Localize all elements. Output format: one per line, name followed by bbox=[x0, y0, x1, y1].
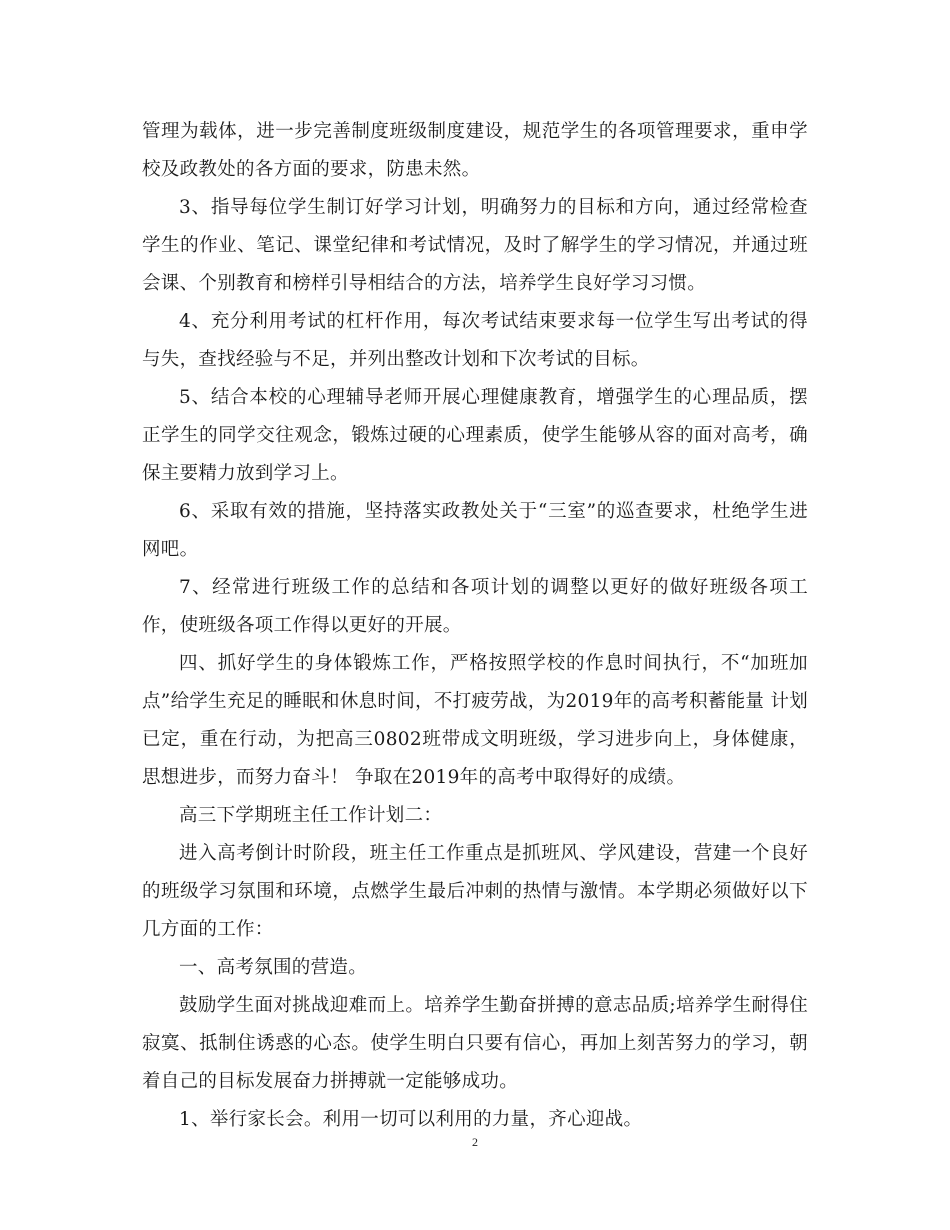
paragraph: 5、结合本校的心理辅导老师开展心理健康教育，增强学生的心理品质，摆正学生的同学交往观念，锻炼过硬的心理素质，使学生能够从容的面对高考，确保主要精力放到学习上。 bbox=[142, 387, 808, 484]
paragraph: 鼓励学生面对挑战迎难而上。培养学生勤奋拼搏的意志品质;培养学生耐得住寂寞、抵制住诱惑的心态。使学生明白只要有信心，再加上刻苦努力的学习，朝着自己的目标发展奋力拼搏就一定能够成功。 bbox=[142, 995, 808, 1092]
paragraph: 4、充分利用考试的杠杆作用，每次考试结束要求每一位学生写出考试的得与失，查找经验与不足，并列出整改计划和下次考试的目标。 bbox=[142, 311, 808, 370]
document-body bbox=[142, 113, 808, 1139]
paragraph: 进入高考倒计时阶段，班主任工作重点是抓班风、学风建设，营建一个良好的班级学习氛围和环境，点燃学生最后冲刺的热情与激情。本学期必须做好以下几方面的工作： bbox=[142, 843, 808, 940]
section-heading: 高三下学期班主任工作计划二： bbox=[179, 805, 443, 826]
paragraph: 7、经常进行班级工作的总结和各项计划的调整以更好的做好班级各项工作，使班级各项工作得以更好的开展。 bbox=[142, 577, 808, 636]
paragraph: 四、抓好学生的身体锻炼工作，严格按照学校的作息时间执行，不“加班加点”给学生充足的睡眠和休息时间，不打疲劳战，为2019年的高考积蓄能量 计划已定，重在行动，为把高三0802班带成文明班级，学习进步向上，身体健康，思想进步，而努力奋斗！ 争取在2019年的高考中取得好的成绩。 bbox=[142, 653, 808, 788]
page-number: 2 bbox=[472, 1135, 478, 1149]
paragraph: 3、指导每位学生制订好学习计划，明确努力的目标和方向，通过经常检查学生的作业、笔记、课堂纪律和考试情况，及时了解学生的学习情况，并通过班会课、个别教育和榜样引导相结合的方法，培养学生良好学习习惯。 bbox=[142, 197, 808, 294]
paragraph: 6、采取有效的措施，坚持落实政教处关于“三室”的巡查要求，杜绝学生进网吧。 bbox=[142, 501, 808, 560]
paragraph: 1、举行家长会。利用一切可以利用的力量，齐心迎战。 bbox=[179, 1109, 643, 1130]
paragraph: 管理为载体，进一步完善制度班级制度建设，规范学生的各项管理要求，重申学校及政教处的各方面的要求，防患未然。 bbox=[142, 121, 808, 180]
section-heading: 一、高考氛围的营造。 bbox=[179, 957, 368, 978]
